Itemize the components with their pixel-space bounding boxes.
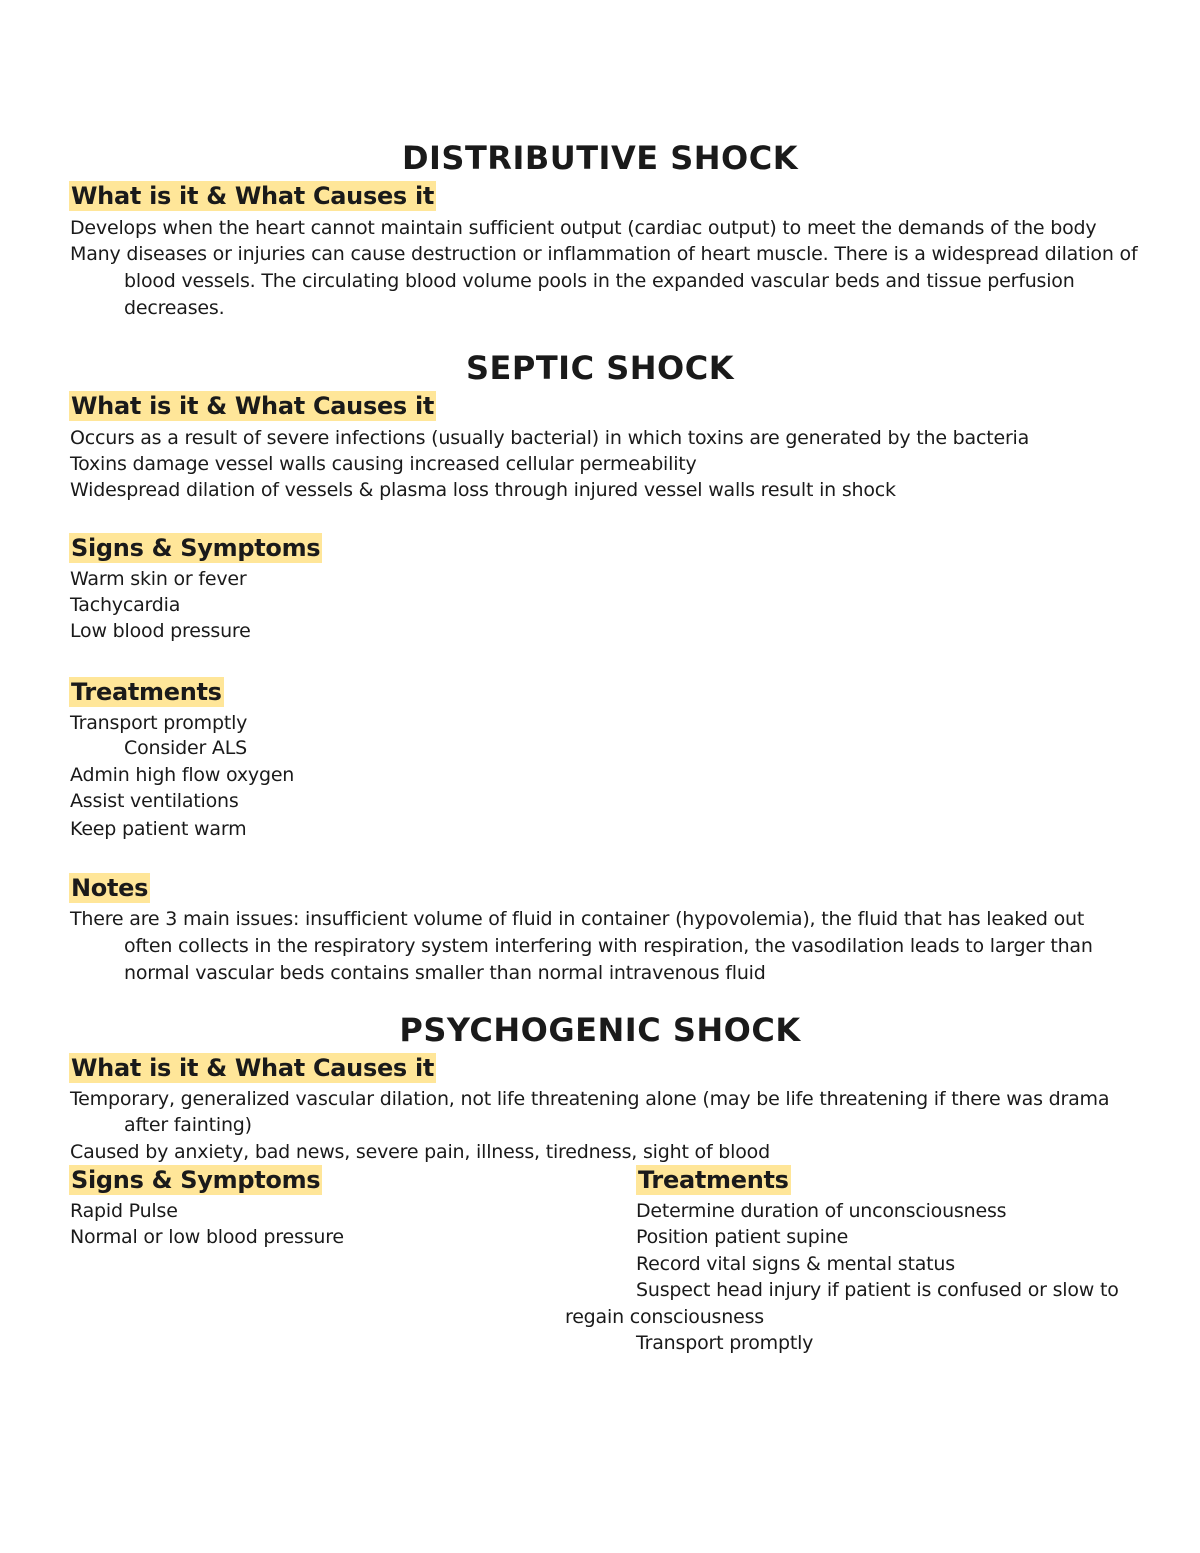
septic-causes-line-3: Widespread dilation of vessels & plasma loss through injured vessel walls result in shock xyxy=(70,479,896,501)
septic-signs-line-1: Warm skin or fever xyxy=(70,568,247,590)
psychogenic-signs-line-1: Rapid Pulse xyxy=(70,1200,178,1222)
septic-treatments-line-5: Keep patient warm xyxy=(70,818,247,840)
psychogenic-treatments-line-5: regain consciousness xyxy=(565,1306,764,1328)
psychogenic-treatments-line-3: Record vital signs & mental status xyxy=(636,1253,955,1275)
psychogenic-treatments-line-1: Determine duration of unconsciousness xyxy=(636,1200,1007,1222)
septic-signs-heading: Signs & Symptoms xyxy=(71,534,321,562)
septic-notes-line-3: normal vascular beds contains smaller than normal intravenous fluid xyxy=(124,962,766,984)
distributive-causes-heading: What is it & What Causes it xyxy=(71,182,435,210)
psychogenic-treatments-heading: Treatments xyxy=(638,1166,789,1194)
psychogenic-treatments-line-2: Position patient supine xyxy=(636,1226,849,1248)
septic-signs-line-2: Tachycardia xyxy=(70,594,181,616)
psychogenic-signs-line-2: Normal or low blood pressure xyxy=(70,1226,344,1248)
distributive-causes-line-3: blood vessels. The circulating blood volume pools in the expanded vascular beds and tissue perfusion xyxy=(124,270,1075,292)
septic-signs-line-3: Low blood pressure xyxy=(70,620,251,642)
psychogenic-shock-title: PSYCHOGENIC SHOCK xyxy=(399,1011,801,1049)
septic-treatments-line-1: Transport promptly xyxy=(70,712,248,734)
septic-causes-line-2: Toxins damage vessel walls causing increased cellular permeability xyxy=(70,453,697,475)
septic-notes-line-2: often collects in the respiratory system interfering with respiration, the vasodilation leads to larger than xyxy=(124,935,1093,957)
psychogenic-treatments-line-4: Suspect head injury if patient is confused or slow to xyxy=(636,1279,1119,1301)
psychogenic-causes-heading: What is it & What Causes it xyxy=(71,1054,435,1082)
psychogenic-treatments-line-6: Transport promptly xyxy=(636,1332,814,1354)
distributive-causes-line-1: Develops when the heart cannot maintain sufficient output (cardiac output) to meet the demands of the body xyxy=(70,217,1097,239)
septic-treatments-heading: Treatments xyxy=(71,678,222,706)
septic-notes-line-1: There are 3 main issues: insufficient volume of fluid in container (hypovolemia), the fluid that has leaked out xyxy=(70,908,1085,930)
septic-treatments-line-2: Consider ALS xyxy=(124,737,247,759)
psychogenic-causes-line-2: after fainting) xyxy=(124,1114,252,1136)
psychogenic-signs-heading: Signs & Symptoms xyxy=(71,1166,321,1194)
distributive-shock-title: DISTRIBUTIVE SHOCK xyxy=(401,139,799,177)
septic-causes-line-1: Occurs as a result of severe infections (usually bacterial) in which toxins are generated by the bacteria xyxy=(70,427,1030,449)
distributive-causes-line-2: Many diseases or injuries can cause destruction or inflammation of heart muscle. There is a widespread dilation of xyxy=(70,243,1138,265)
psychogenic-causes-line-3: Caused by anxiety, bad news, severe pain, illness, tiredness, sight of blood xyxy=(70,1141,770,1163)
septic-shock-title: SEPTIC SHOCK xyxy=(465,349,735,387)
septic-treatments-line-3: Admin high flow oxygen xyxy=(70,764,295,786)
distributive-causes-line-4: decreases. xyxy=(124,297,225,319)
septic-causes-heading: What is it & What Causes it xyxy=(71,392,435,420)
septic-treatments-line-4: Assist ventilations xyxy=(70,790,239,812)
psychogenic-causes-line-1: Temporary, generalized vascular dilation, not life threatening alone (may be life threatening if there was drama xyxy=(70,1088,1110,1110)
septic-notes-heading: Notes xyxy=(71,874,149,902)
